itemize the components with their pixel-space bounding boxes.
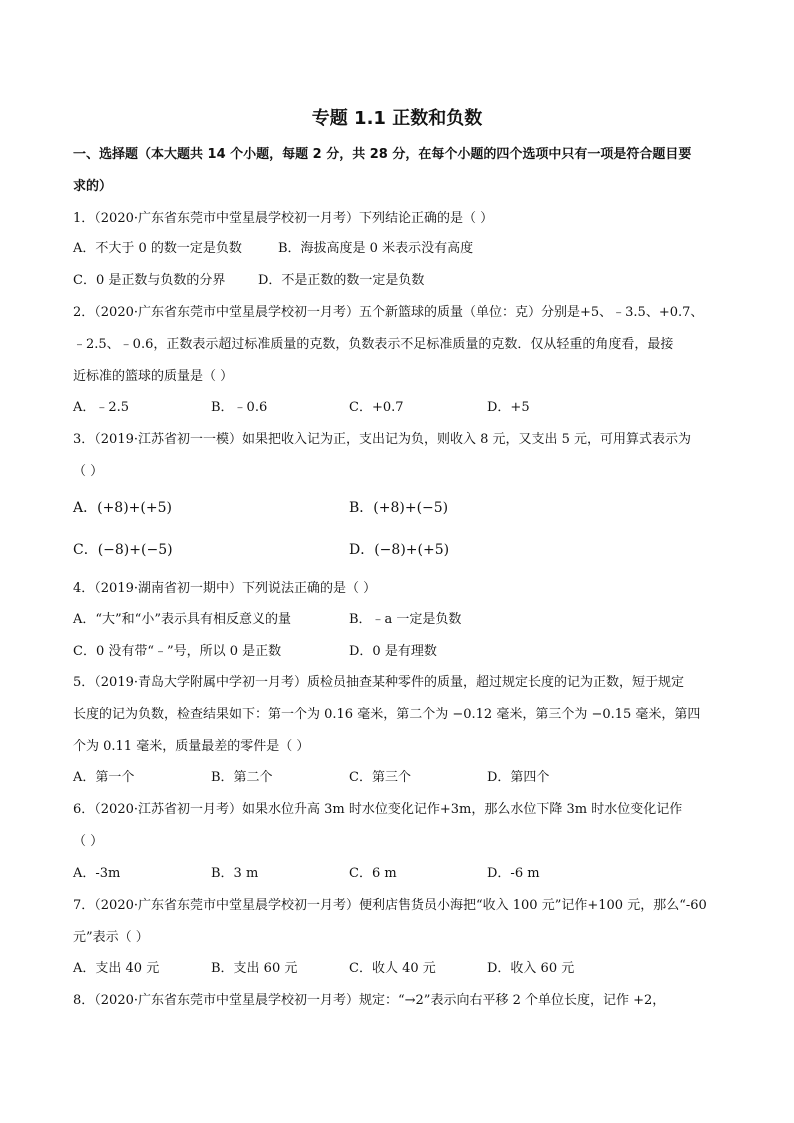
question-2-line-1: 2．（2020·广东省东莞市中堂星晨学校初一月考）五个新篮球的质量（单位：克）分别是+5、﹣3.5、+0.7、 xyxy=(73,305,704,320)
question-2-option-c: C．+0.7 xyxy=(349,400,404,415)
question-1-option-c: C．0 是正数与负数的分界 xyxy=(73,273,226,288)
question-2-line-3: 近标准的篮球的质量是（ ） xyxy=(73,369,234,384)
question-3-option-d: D．(−8)+(+5) xyxy=(349,542,450,558)
question-1-stem: 1．（2020·广东省东莞市中堂星晨学校初一月考）下列结论正确的是（ ） xyxy=(73,211,494,226)
section-heading-line-1: 一、选择题（本大题共 14 个小题，每题 2 分，共 28 分，在每个小题的四个选项中只有一项是符合题目要 xyxy=(73,147,692,162)
question-8-line-1: 8．（2020·广东省东莞市中堂星晨学校初一月考）规定：“→2”表示向右平移 2 个单位长度，记作 +2， xyxy=(73,993,666,1008)
question-6-option-d: D．-6 m xyxy=(487,866,540,881)
question-2-option-a: A．﹣2.5 xyxy=(73,400,130,415)
question-5-line-3: 个为 0.11 毫米，质量最差的零件是（ ） xyxy=(73,739,310,754)
question-4-option-a: A．“大”和“小”表示具有相反意义的量 xyxy=(73,612,291,627)
section-heading-line-2: 求的） xyxy=(73,179,113,194)
question-5-line-1: 5．（2019·青岛大学附属中学初一月考）质检员抽查某种零件的质量，超过规定长度的记为正数，短于规定 xyxy=(73,675,684,690)
question-6-option-c: C．6 m xyxy=(349,866,397,881)
question-7-line-1: 7．（2020·广东省东莞市中堂星晨学校初一月考）便利店售货员小海把“收入 100 元”记作+100 元，那么“-60 xyxy=(73,898,707,913)
question-4-option-c: C．0 没有带“﹣”号，所以 0 是正数 xyxy=(73,644,282,659)
question-2-option-b: B．﹣0.6 xyxy=(211,400,268,415)
question-5-option-a: A．第一个 xyxy=(73,770,135,785)
page-title: 专题 1.1 正数和负数 xyxy=(311,108,483,129)
question-6-line-2: （ ） xyxy=(73,834,104,849)
question-4-option-b: B．﹣a 一定是负数 xyxy=(349,612,462,627)
question-3-option-a: A．(+8)+(+5) xyxy=(73,500,172,516)
question-3-option-b: B．(+8)+(−5) xyxy=(349,500,449,516)
question-3-line-2: （ ） xyxy=(73,464,104,479)
question-1-option-d: D．不是正数的数一定是负数 xyxy=(258,273,425,288)
question-4-stem: 4．（2019·湖南省初一期中）下列说法正确的是（ ） xyxy=(73,581,377,596)
question-6-option-a: A．-3m xyxy=(73,866,121,881)
question-1-option-b: B．海拔高度是 0 米表示没有高度 xyxy=(278,241,474,256)
question-4-option-d: D．0 是有理数 xyxy=(349,644,437,659)
question-2-option-d: D．+5 xyxy=(487,400,530,415)
question-7-line-2: 元”表示（ ） xyxy=(73,930,149,945)
question-5-line-2: 长度的记为负数，检查结果如下：第一个为 0.16 毫米，第二个为 −0.12 毫米，第三个为 −0.15 毫米，第四 xyxy=(73,707,701,722)
question-3-line-1: 3．（2019·江苏省初一一模）如果把收入记为正，支出记为负，则收入 8 元，又支出 5 元，可用算式表示为 xyxy=(73,432,692,447)
question-6-option-b: B．3 m xyxy=(211,866,259,881)
question-5-option-d: D．第四个 xyxy=(487,770,550,785)
question-3-option-c: C．(−8)+(−5) xyxy=(73,542,173,558)
question-7-option-d: D．收入 60 元 xyxy=(487,961,575,976)
question-7-option-b: B．支出 60 元 xyxy=(211,961,298,976)
question-5-option-b: B．第二个 xyxy=(211,770,273,785)
question-6-line-1: 6．（2020·江苏省初一月考）如果水位升高 3m 时水位变化记作+3m，那么水位下降 3m 时水位变化记作 xyxy=(73,802,683,817)
question-2-line-2: ﹣2.5、﹣0.6，正数表示超过标准质量的克数，负数表示不足标准质量的克数．仅从轻重的角度看，最接 xyxy=(73,337,674,352)
question-7-option-c: C．收人 40 元 xyxy=(349,961,436,976)
question-1-option-a: A．不大于 0 的数一定是负数 xyxy=(73,241,242,256)
question-5-option-c: C．第三个 xyxy=(349,770,411,785)
question-7-option-a: A．支出 40 元 xyxy=(73,961,160,976)
